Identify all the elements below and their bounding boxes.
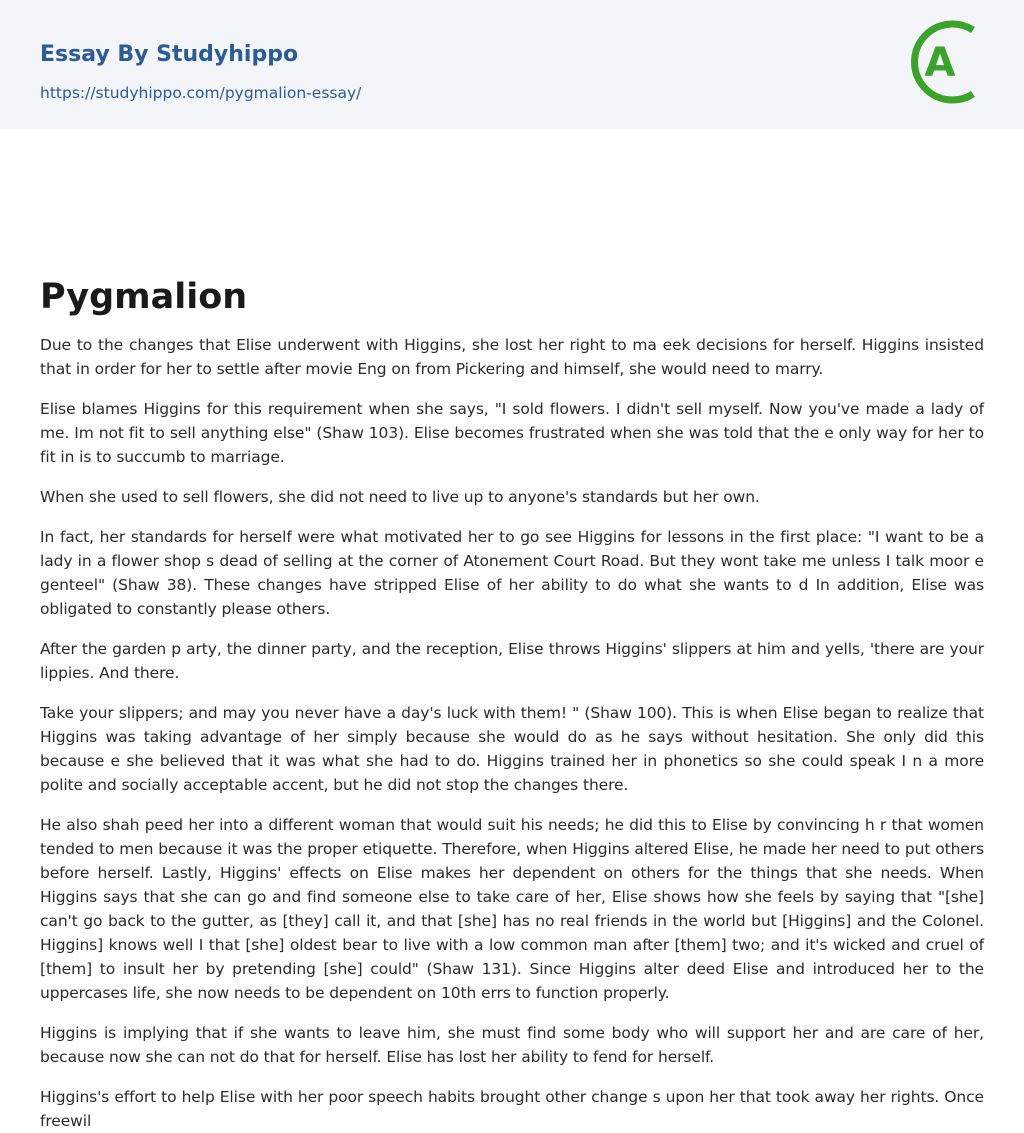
article-body xyxy=(40,333,984,1133)
paragraph: He also shah peed her into a different woman that would suit his needs; he did this to Elise by convincing h r that women tended to men because it was the proper etiquette. Therefore, when Higgins altered Elise, he made her need to put others before herself. Lastly, Higgins' effects on Elise makes her dependent on others for the things that she needs. When Higgins says that she can go and find someone else to take care of her, Elise shows how she feels by saying that "[she] can't go back to the gutter, as [they] call it, and that [she] has no real friends in the world but [Higgins] and the Colonel. Higgins] knows well I that [she] oldest bear to live with a low common man after [them] two; and it's wicked and cruel of [them] to insult her by pretending [she] could" (Shaw 131). Since Higgins alter deed Elise and introduced her to the uppercases life, she now needs to be dependent on 10th errs to function properly. xyxy=(40,816,984,1002)
paragraph: Higgins's effort to help Elise with her poor speech habits brought other change s upon her that took away her rights. Once freewil xyxy=(40,1088,984,1130)
source-url-link[interactable]: https://studyhippo.com/pygmalion-essay/ xyxy=(40,84,362,102)
site-title[interactable]: Essay By Studyhippo xyxy=(40,42,299,67)
studyhippo-logo-icon[interactable] xyxy=(910,18,988,106)
paragraph: Elise blames Higgins for this requirement when she says, "I sold flowers. I didn't sell myself. Now you've made a lady of me. Im not fit to sell anything else" (Shaw 103). Elise becomes frustrated when she was told that the e only way for her to fit in is to succumb to marriage. xyxy=(40,400,984,466)
site-header xyxy=(0,0,1024,129)
page-title: Pygmalion xyxy=(40,277,248,317)
logo-letter: A xyxy=(924,40,956,86)
paragraph: After the garden p arty, the dinner party, and the reception, Elise throws Higgins' slippers at him and yells, 'there are your lippies. And there. xyxy=(40,640,984,682)
paragraph: Take your slippers; and may you never have a day's luck with them! " (Shaw 100). This is when Elise began to realize that Higgins was taking advantage of her simply because she would do as he says without hesitation. She only did this because e she believed that it was what she had to do. Higgins trained her in phonetics so she could speak I n a more polite and socially acceptable accent, but he did not stop the changes there. xyxy=(40,704,984,794)
paragraph: When she used to sell flowers, she did not need to live up to anyone's standards but her own. xyxy=(40,488,760,506)
main-content xyxy=(0,129,1024,1133)
paragraph: Higgins is implying that if she wants to leave him, she must find some body who will support her and are care of her, because now she can not do that for herself. Elise has lost her ability to fend for herself. xyxy=(40,1024,984,1066)
paragraph: Due to the changes that Elise underwent with Higgins, she lost her right to ma eek decisions for herself. Higgins insisted that in order for her to settle after movie Eng on from Pickering and himself, she would need to marry. xyxy=(40,336,984,378)
paragraph: In fact, her standards for herself were what motivated her to go see Higgins for lessons in the first place: "I want to be a lady in a flower shop s dead of selling at the corner of Atonement Court Road. But they wont take me unless I talk moor e genteel" (Shaw 38). These changes have stripped Elise of her ability to do what she wants to d In addition, Elise was obligated to constantly please others. xyxy=(40,528,984,618)
